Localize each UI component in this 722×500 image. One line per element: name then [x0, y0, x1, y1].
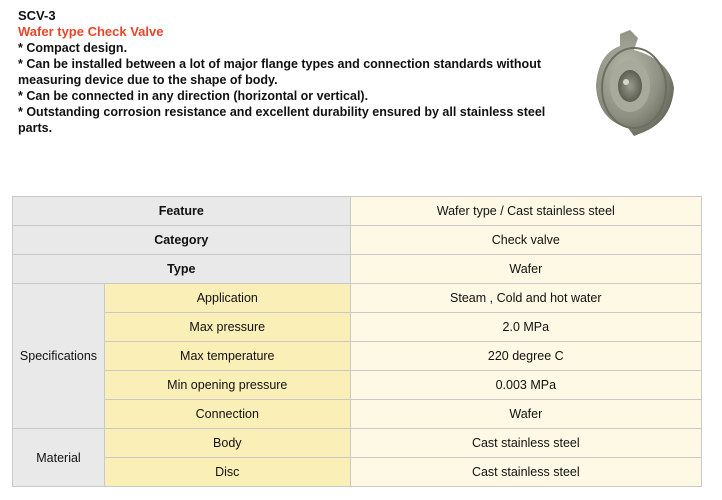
- wafer-check-valve-photo: [590, 28, 680, 138]
- material-row-value: Cast stainless steel: [350, 429, 701, 458]
- table-row: [13, 371, 702, 400]
- spec-row-value: 2.0 MPa: [350, 313, 701, 342]
- material-row-label: Disc: [104, 458, 350, 487]
- spec-table: [12, 196, 702, 487]
- table-row: [13, 226, 702, 255]
- category-value: Check valve: [350, 226, 701, 255]
- feature-bullet: * Can be connected in any direction (horizontal or vertical).: [18, 89, 369, 103]
- spec-row-label: Max pressure: [104, 313, 350, 342]
- feature-bullet: * Can be installed between a lot of major flange types and connection standards without measuring device due to the shape of body.: [18, 57, 541, 87]
- spec-row-label: Connection: [104, 400, 350, 429]
- spec-row-label: Application: [104, 284, 350, 313]
- specifications-group-label: Specifications: [13, 284, 105, 429]
- type-value: Wafer: [350, 255, 701, 284]
- spec-row-label: Max temperature: [104, 342, 350, 371]
- feature-bullet: * Compact design.: [18, 41, 128, 55]
- table-row: [13, 255, 702, 284]
- material-row-value: Cast stainless steel: [350, 458, 701, 487]
- product-subtitle: Wafer type Check Valve: [18, 24, 164, 39]
- table-row: [13, 342, 702, 371]
- product-model: SCV-3: [18, 8, 56, 23]
- table-row: [13, 284, 702, 313]
- product-header: [18, 8, 558, 136]
- category-label: Category: [13, 226, 351, 255]
- spec-row-value: 220 degree C: [350, 342, 701, 371]
- material-row-label: Body: [104, 429, 350, 458]
- feature-value: Wafer type / Cast stainless steel: [350, 197, 701, 226]
- table-row: [13, 429, 702, 458]
- feature-list: [18, 40, 558, 136]
- feature-label: Feature: [13, 197, 351, 226]
- feature-bullet: * Outstanding corrosion resistance and excellent durability ensured by all stainless steel parts.: [18, 105, 546, 135]
- spec-row-value: 0.003 MPa: [350, 371, 701, 400]
- spec-row-label: Min opening pressure: [104, 371, 350, 400]
- material-group-label: Material: [13, 429, 105, 487]
- spec-row-value: Steam , Cold and hot water: [350, 284, 701, 313]
- table-row: [13, 313, 702, 342]
- table-row: [13, 197, 702, 226]
- table-row: [13, 458, 702, 487]
- table-row: [13, 400, 702, 429]
- spec-row-value: Wafer: [350, 400, 701, 429]
- type-label: Type: [13, 255, 351, 284]
